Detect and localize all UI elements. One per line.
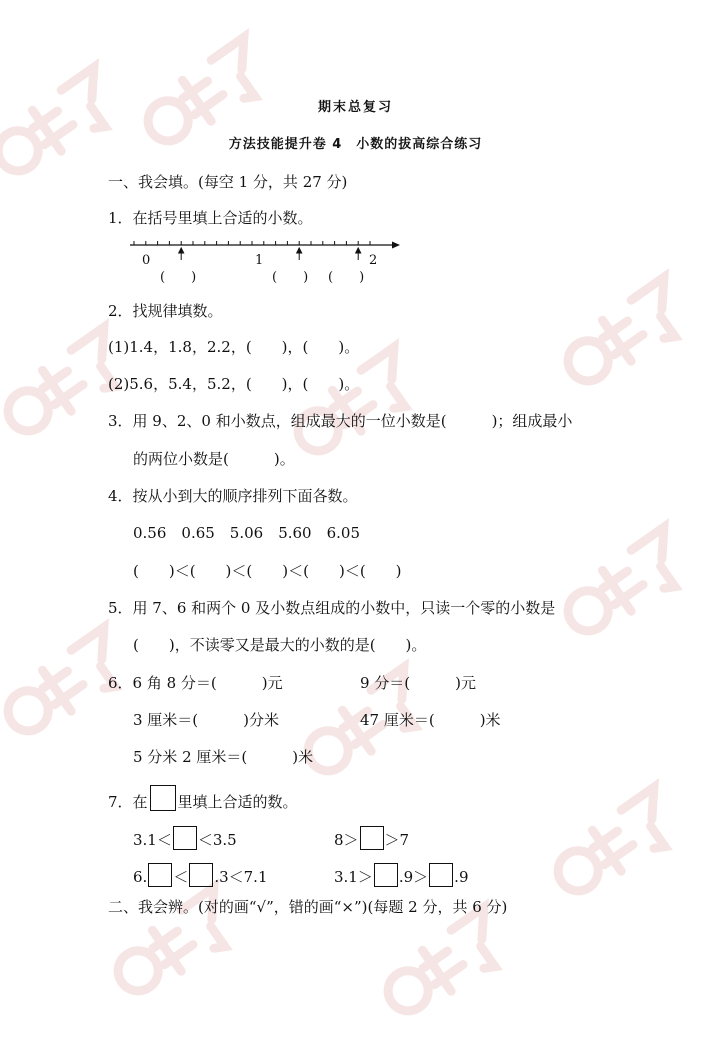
q7c-mid: ＜: [173, 868, 189, 886]
q7a-right: ＜3.5: [197, 831, 237, 849]
question-4-order: ( )＜( )＜( )＜( )＜( ): [133, 562, 402, 580]
q7b-left: 8＞: [334, 831, 359, 849]
page-title: 期末总复习: [317, 100, 393, 115]
answer-box[interactable]: [189, 863, 213, 887]
question-6-d: 47 厘米＝( )米: [360, 711, 501, 729]
question-6-a: 6．6 角 8 分＝( )元: [108, 674, 283, 692]
question-4-numbers: 0.56 0.65 5.06 5.60 6.05: [133, 524, 360, 542]
question-2-part-2: (2)5.6，5.4，5.2，( )，( )。: [108, 375, 360, 393]
question-4-text: 4．按从小到大的顺序排列下面各数。: [108, 487, 358, 505]
answer-box[interactable]: [150, 785, 176, 811]
question-3-line-2: 的两位小数是( )。: [133, 450, 295, 468]
watermark-logo: [120, 10, 290, 180]
question-2-part-1: (1)1.4，1.8，2.2，( )，( )。: [108, 338, 360, 356]
number-line-blank-3[interactable]: ( ): [328, 270, 365, 285]
q7c-left: 6.: [133, 868, 148, 886]
question-7-item-d: [334, 863, 468, 887]
number-line-blank-2[interactable]: ( ): [272, 270, 309, 285]
number-line-blank-1[interactable]: ( ): [160, 270, 197, 285]
answer-box[interactable]: [374, 863, 398, 887]
section-1-heading: 一、我会填。(每空 1 分，共 27 分): [108, 173, 348, 191]
number-line-label-2: 2: [369, 253, 378, 268]
section-2-heading: 二、我会辨。(对的画“√”，错的画“×”)(每题 2 分，共 6 分): [108, 898, 508, 916]
q7d-mid: .9＞: [398, 868, 429, 886]
question-6-b: 9 分＝( )元: [360, 674, 477, 692]
q7d-left: 3.1＞: [334, 868, 373, 886]
question-7-item-a: [133, 826, 237, 850]
question-7-item-b: [334, 826, 409, 850]
page-subtitle: 方法技能提升卷 4 小数的拔高综合练习: [228, 137, 483, 152]
question-2-text: 2．找规律填数。: [108, 302, 223, 320]
answer-box[interactable]: [173, 826, 197, 850]
q7b-right: ＞7: [384, 831, 410, 849]
number-line-label-0: 0: [142, 253, 151, 268]
question-7-text: [108, 785, 298, 812]
watermark-logo: [530, 760, 700, 930]
q7a-left: 3.1＜: [133, 831, 172, 849]
question-5-line-1: 5．用 7、6 和两个 0 及小数点组成的小数中，只读一个零的小数是: [108, 599, 556, 617]
question-7-suffix: 里填上合适的数。: [177, 793, 298, 811]
question-6-e: 5 分米 2 厘米＝( )米: [133, 748, 314, 766]
number-line-label-1: 1: [255, 253, 264, 268]
question-6-c: 3 厘米＝( )分米: [133, 711, 280, 729]
question-5-line-2: ( )，不读零又是最大的小数的是( )。: [133, 636, 427, 654]
watermark-logo: [540, 500, 710, 670]
watermark-logo: [540, 250, 710, 420]
answer-box[interactable]: [429, 863, 453, 887]
question-7-item-c: [133, 863, 268, 887]
answer-box[interactable]: [360, 826, 384, 850]
question-7-prefix: 7．在: [108, 793, 148, 811]
question-3-line-1: 3．用 9、2、0 和小数点，组成最大的一位小数是( )；组成最小: [108, 412, 573, 430]
q7d-right: .9: [454, 868, 469, 886]
q7c-right: .3＜7.1: [214, 868, 268, 886]
answer-box[interactable]: [148, 863, 172, 887]
question-1-text: 1．在括号里填上合适的小数。: [108, 209, 313, 227]
